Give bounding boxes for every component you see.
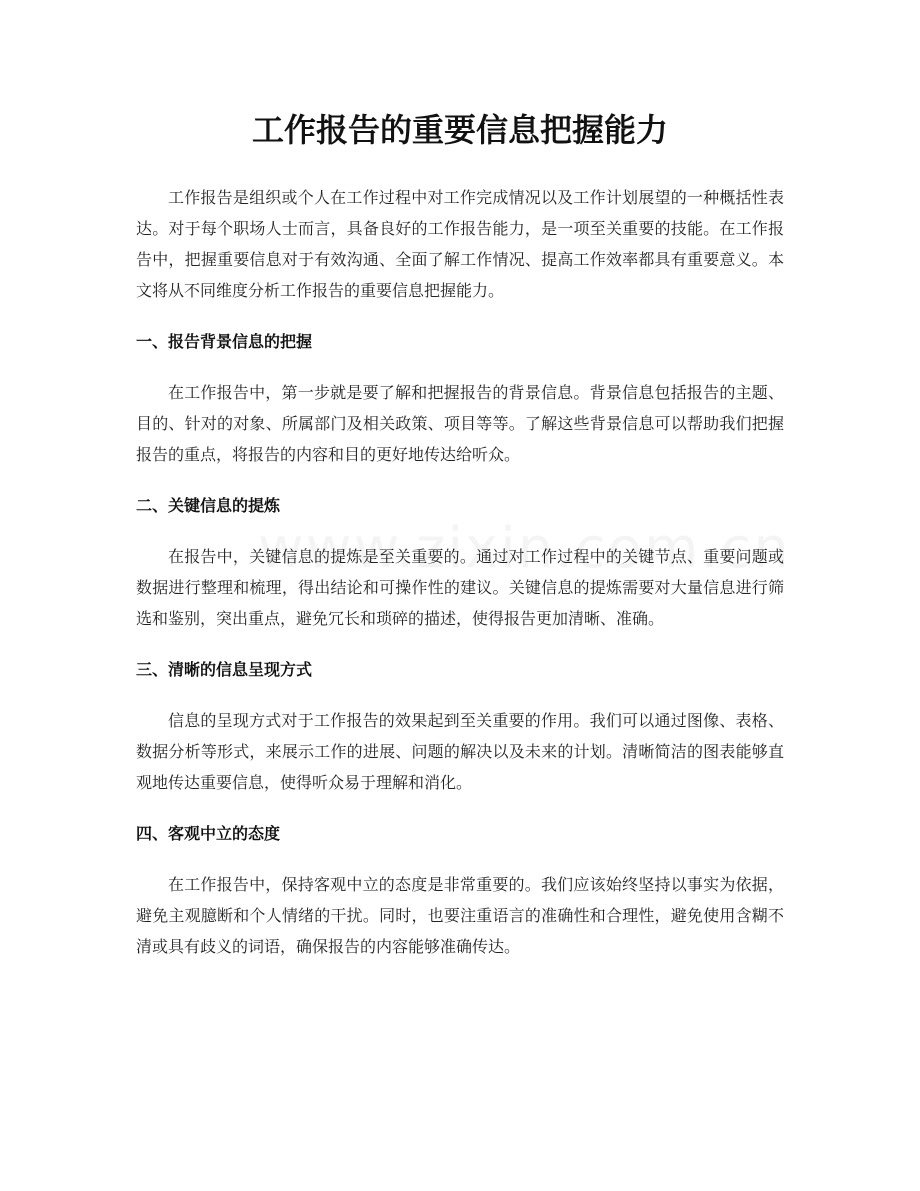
section-4-heading: 四、客观中立的态度 <box>136 824 281 843</box>
document-title: 工作报告的重要信息把握能力 <box>251 111 668 149</box>
section-4-paragraph: 在工作报告中，保持客观中立的态度是非常重要的。我们应该始终坚持以事实为依据，避免主观臆断和个人情绪的干扰。同时，也要注重语言的准确性和合理性，避免使用含糊不清或具有歧义的词语，确保报告的内容能够准确传达。 <box>136 875 784 956</box>
section-1-paragraph: 在工作报告中，第一步就是要了解和把握报告的背景信息。背景信息包括报告的主题、目的、针对的对象、所属部门及相关政策、项目等等。了解这些背景信息可以帮助我们把握报告的重点，将报告的内容和目的更好地传达给听众。 <box>136 383 784 464</box>
document-body <box>136 182 784 962</box>
section-3-paragraph: 信息的呈现方式对于工作报告的效果起到至关重要的作用。我们可以通过图像、表格、数据分析等形式，来展示工作的进展、问题的解决以及未来的计划。清晰简洁的图表能够直观地传达重要信息，使得听众易于理解和消化。 <box>136 711 784 792</box>
section-2-paragraph: 在报告中，关键信息的提炼是至关重要的。通过对工作过程中的关键节点、重要问题或数据进行整理和梳理，得出结论和可操作性的建议。关键信息的提炼需要对大量信息进行筛选和鉴别，突出重点，避免冗长和琐碎的描述，使得报告更加清晰、准确。 <box>136 547 784 628</box>
section-2-heading: 二、关键信息的提炼 <box>136 496 281 515</box>
section-1-heading: 一、报告背景信息的把握 <box>136 332 313 351</box>
intro-paragraph: 工作报告是组织或个人在工作过程中对工作完成情况以及工作计划展望的一种概括性表达。对于每个职场人士而言，具备良好的工作报告能力，是一项至关重要的技能。在工作报告中，把握重要信息对于有效沟通、全面了解工作情况、提高工作效率都具有重要意义。本文将从不同维度分析工作报告的重要信息把握能力。 <box>136 188 784 300</box>
section-3-heading: 三、清晰的信息呈现方式 <box>136 660 313 679</box>
